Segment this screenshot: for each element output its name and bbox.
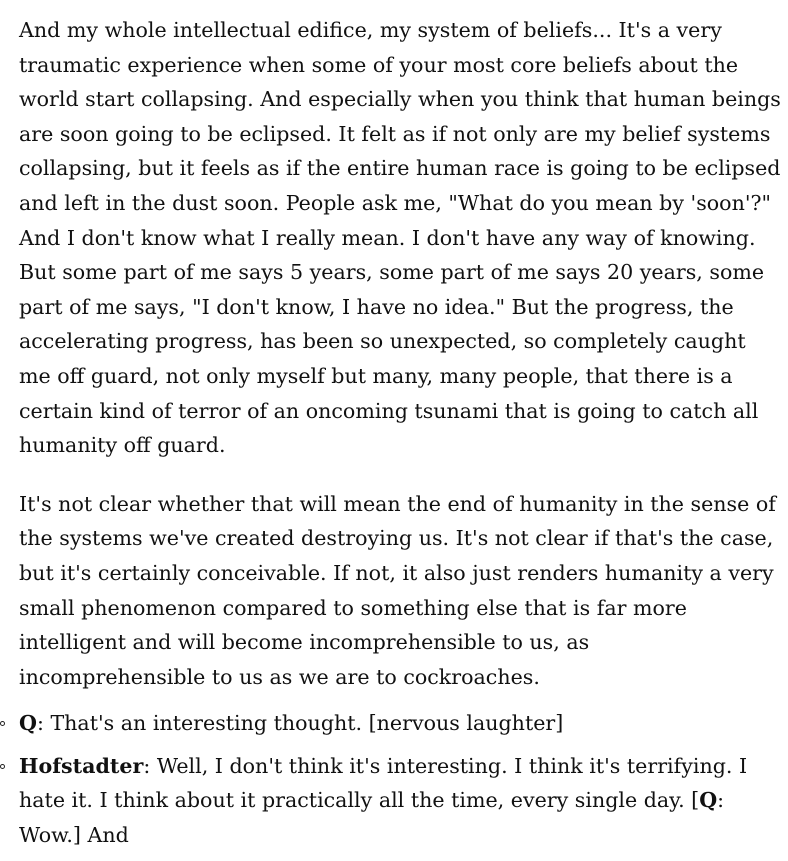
inline-speaker-line: : Wow.] And [19,788,725,848]
bullet-icon [0,764,5,769]
speaker-line: : Well, I don't think it's interesting. I think it's terrifying. I hate it. I think about it practically all the time, every single day. [ [19,753,748,813]
speaker-line: : That's an interesting thought. [nervous laughter] [36,711,564,736]
inline-speaker-name: Q [699,788,718,813]
speaker-name: Hofstadter [19,753,144,778]
bullet-icon [0,721,5,726]
list-item [19,706,781,741]
paragraph-1: And my whole intellectual edifice, my system of beliefs... It's a very traumatic experience when some of your most core beliefs about the world start collapsing. And especially when you think that human beings are soon going to be eclipsed. It felt as if not only are my belief systems collapsing, but it feels as if the entire human race is going to be eclipsed and left in the dust soon. People ask me, "What do you mean by 'soon'?" And I don't know what I really mean. I don't have any way of knowing. But some part of me says 5 years, some part of me says 20 years, some part of me says, "I don't know, I have no idea." But the progress, the accelerating progress, has been so unexpected, so completely caught me off guard, not only myself but many, many people, that there is a certain kind of terror of an oncoming tsunami that is going to catch all humanity off guard. [19,18,781,458]
dialogue-list [19,706,781,852]
paragraph-2: It's not clear whether that will mean the end of humanity in the sense of the systems we've created destroying us. It's not clear if that's the case, but it's certainly conceivable. If not, it also just renders humanity a very small phenomenon compared to something else that is far more intelligent and will become incomprehensible to us, as incomprehensible to us as we are to cockroaches. [19,491,776,689]
speaker-name: Q [19,711,37,736]
article-body [19,13,781,861]
list-item [19,749,781,853]
